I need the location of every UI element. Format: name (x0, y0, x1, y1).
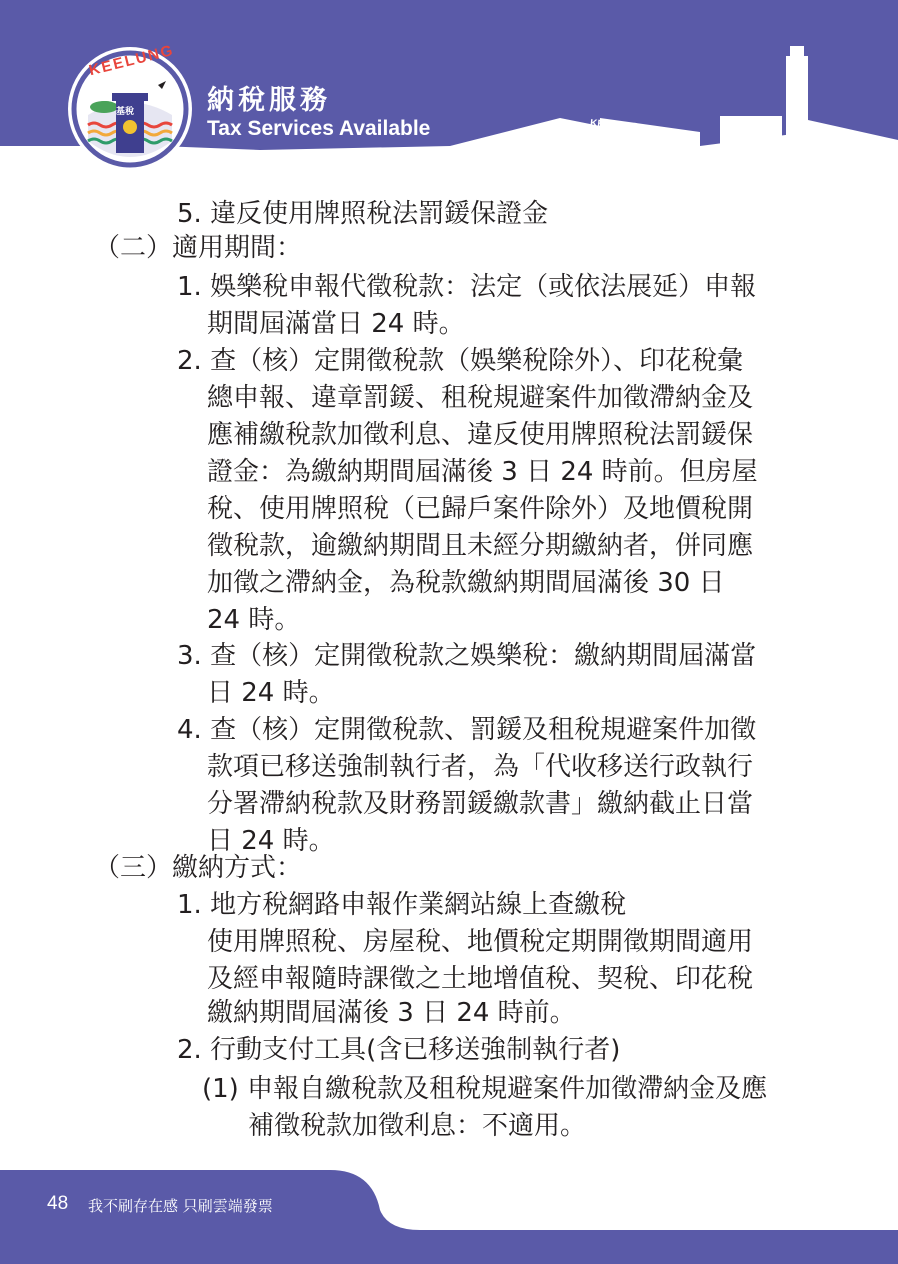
city-mark: KEELUNG (589, 117, 640, 134)
text-line: 徵稅款，逾繳納期間且未經分期繳納者，併同應 (207, 531, 754, 561)
page-title: 納稅服務 (207, 85, 331, 116)
text-line: 3. 查（核）定開徵稅款之娛樂稅：繳納期間屆滿當 (177, 641, 757, 671)
text-line: 日 24 時。 (207, 678, 335, 708)
text-line: 4. 查（核）定開徵稅款、罰鍰及租稅規避案件加徵 (177, 715, 757, 745)
logo-arc-text: KEELUNG (87, 41, 177, 80)
text-line: 期間屆滿當日 24 時。 (207, 309, 465, 339)
text-line: 分署滯納稅款及財務罰鍰繳款書」繳納截止日當 (207, 789, 754, 819)
text-line: 稅、使用牌照稅（已歸戶案件除外）及地價稅開 (207, 494, 754, 524)
text-line: 繳納期間屆滿後 3 日 24 時前。 (207, 998, 576, 1028)
text-line: 24 時。 (207, 605, 301, 635)
page-number: 48 (47, 1193, 69, 1214)
text-line: 證金：為繳納期間屆滿後 3 日 24 時前。但房屋 (207, 457, 758, 487)
text-line: 5. 違反使用牌照稅法罰鍰保證金 (177, 199, 549, 229)
section-heading: （二）適用期間： (94, 233, 303, 263)
text-line: 日 24 時。 (207, 826, 335, 856)
text-line: 使用牌照稅、房屋稅、地價稅定期開徵期間適用 (207, 927, 754, 957)
text-line: 及經申報隨時課徵之土地增值稅、契稅、印花稅 (207, 964, 754, 994)
text-line: 款項已移送強制執行者，為「代收移送行政執行 (207, 752, 754, 782)
logo-badge-text: 基稅 (116, 107, 135, 117)
text-line: 補徵稅款加徵利息：不適用。 (248, 1111, 587, 1141)
text-line: 1. 地方稅網路申報作業網站線上查繳稅 (177, 890, 627, 920)
text-line: 應補繳稅款加徵利息、違反使用牌照稅法罰鍰保 (207, 420, 754, 450)
text-line: 2. 行動支付工具(含已移送強制執行者) (177, 1035, 621, 1065)
text-line: 總申報、違章罰鍰、租稅規避案件加徵滯納金及 (207, 383, 754, 413)
footer-slogan: 我不刷存在感 只刷雲端發票 (88, 1197, 273, 1215)
text-line: 2. 查（核）定開徵稅款（娛樂稅除外）、印花稅彙 (177, 346, 744, 376)
text-line: 加徵之滯納金，為稅款繳納期間屆滿後 30 日 (207, 568, 725, 598)
text-line: (1) 申報自繳稅款及租稅規避案件加徵滯納金及應 (202, 1074, 768, 1104)
footer-banner (0, 1170, 898, 1264)
text-line: 1. 娛樂稅申報代徵稅款：法定（或依法展延）申報 (177, 272, 757, 302)
section-heading: （三）繳納方式： (94, 853, 303, 883)
page-subtitle: Tax Services Available (207, 117, 431, 140)
